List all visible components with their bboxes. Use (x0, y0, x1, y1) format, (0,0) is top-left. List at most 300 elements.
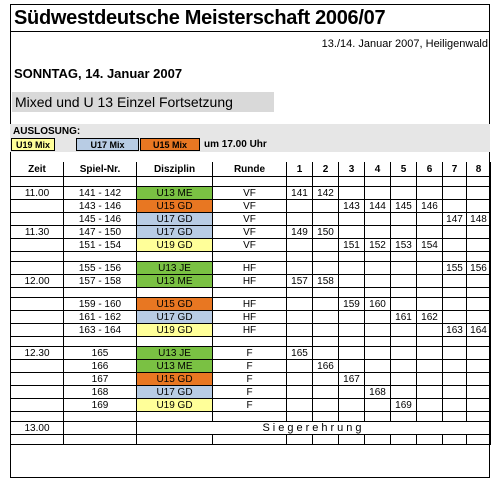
court-cell (365, 311, 391, 324)
court-cell (365, 275, 391, 288)
table-row (11, 422, 491, 435)
court-cell (339, 324, 365, 337)
time-cell (11, 399, 64, 412)
court-cell (339, 347, 365, 360)
court-cell (443, 200, 467, 213)
spacer-cell (467, 337, 491, 347)
court-cell: 143 (339, 200, 365, 213)
spacer-cell (365, 435, 391, 445)
court-cell (467, 187, 491, 200)
court-cell: 150 (313, 226, 339, 239)
court-cell: 144 (365, 200, 391, 213)
column-header: 4 (365, 162, 391, 177)
spacer-cell (467, 177, 491, 187)
court-cell: 164 (467, 324, 491, 337)
court-cell (313, 213, 339, 226)
round-cell: HF (213, 275, 287, 288)
spacer-row (11, 435, 491, 445)
court-cell (443, 386, 467, 399)
column-header: 2 (313, 162, 339, 177)
court-cell (339, 275, 365, 288)
court-cell (287, 213, 313, 226)
spacer-row (11, 177, 491, 187)
court-cell (391, 187, 417, 200)
spacer-cell (417, 435, 443, 445)
court-cell (391, 213, 417, 226)
spacer-cell (313, 288, 339, 298)
day-heading: SONNTAG, 14. Januar 2007 (14, 66, 183, 81)
court-cell: 142 (313, 187, 339, 200)
discipline-cell: U19 GD (137, 324, 213, 337)
match-number-cell: 157 - 158 (64, 275, 137, 288)
spacer-cell (287, 252, 313, 262)
court-cell (339, 360, 365, 373)
column-header: Spiel-Nr. (64, 162, 137, 177)
discipline-cell: U13 JE (137, 347, 213, 360)
court-cell (313, 200, 339, 213)
column-header: 8 (467, 162, 491, 177)
match-number-cell: 167 (64, 373, 137, 386)
discipline-cell: U13 ME (137, 275, 213, 288)
court-cell: 160 (365, 298, 391, 311)
court-cell (365, 399, 391, 412)
spacer-cell (339, 435, 365, 445)
discipline-cell: U15 GD (137, 298, 213, 311)
match-number-cell: 163 - 164 (64, 324, 137, 337)
match-number-cell: 169 (64, 399, 137, 412)
date-location: 13./14. Januar 2007, Heiligenwald (321, 38, 488, 50)
match-number-cell: 151 - 154 (64, 239, 137, 252)
spacer-cell (391, 412, 417, 422)
court-cell (443, 360, 467, 373)
court-cell (313, 386, 339, 399)
spacer-cell (287, 288, 313, 298)
spacer-cell (467, 288, 491, 298)
spacer-cell (417, 412, 443, 422)
court-cell: 149 (287, 226, 313, 239)
court-cell (443, 347, 467, 360)
court-cell (313, 298, 339, 311)
table-row (11, 399, 491, 412)
court-cell (287, 373, 313, 386)
spacer-cell (213, 412, 287, 422)
court-cell: 141 (287, 187, 313, 200)
match-number-cell: 155 - 156 (64, 262, 137, 275)
court-cell (365, 360, 391, 373)
spacer-cell (391, 177, 417, 187)
court-cell: 147 (443, 213, 467, 226)
court-cell (313, 373, 339, 386)
court-cell (467, 226, 491, 239)
page-title: Südwestdeutsche Meisterschaft 2006/07 (10, 4, 490, 32)
spacer-cell (443, 177, 467, 187)
column-header: 6 (417, 162, 443, 177)
match-number-cell (64, 422, 137, 435)
time-cell (11, 239, 64, 252)
court-cell (391, 275, 417, 288)
court-cell (417, 399, 443, 412)
spacer-cell (313, 435, 339, 445)
spacer-cell (64, 337, 137, 347)
time-cell (11, 386, 64, 399)
spacer-cell (11, 435, 64, 445)
court-cell: 152 (365, 239, 391, 252)
court-cell (417, 187, 443, 200)
court-cell (417, 373, 443, 386)
match-number-cell: 168 (64, 386, 137, 399)
table-row (11, 298, 491, 311)
table-row (11, 275, 491, 288)
round-cell: VF (213, 226, 287, 239)
table-row (11, 226, 491, 239)
spacer-cell (11, 412, 64, 422)
discipline-cell: U19 GD (137, 239, 213, 252)
column-header: 5 (391, 162, 417, 177)
legend-u17-mix: U17 Mix (76, 138, 139, 151)
court-cell (287, 311, 313, 324)
time-cell (11, 298, 64, 311)
court-cell (313, 311, 339, 324)
court-cell (365, 213, 391, 226)
column-header: 3 (339, 162, 365, 177)
spacer-cell (443, 252, 467, 262)
spacer-cell (137, 435, 213, 445)
match-number-cell: 141 - 142 (64, 187, 137, 200)
court-cell (313, 324, 339, 337)
court-cell (287, 262, 313, 275)
court-cell (417, 386, 443, 399)
court-cell (467, 347, 491, 360)
table-row (11, 360, 491, 373)
spacer-cell (365, 337, 391, 347)
spacer-cell (391, 252, 417, 262)
court-cell (287, 399, 313, 412)
court-cell (467, 239, 491, 252)
court-cell (443, 373, 467, 386)
court-cell (443, 298, 467, 311)
spacer-cell (64, 412, 137, 422)
court-cell (467, 298, 491, 311)
court-cell (467, 311, 491, 324)
court-cell (287, 324, 313, 337)
court-cell (391, 298, 417, 311)
court-cell (313, 347, 339, 360)
court-cell (339, 262, 365, 275)
court-cell: 154 (417, 239, 443, 252)
table-row (11, 386, 491, 399)
discipline-cell: U15 GD (137, 373, 213, 386)
discipline-cell: U17 GD (137, 226, 213, 239)
table-header-row (11, 162, 491, 177)
spacer-row (11, 412, 491, 422)
round-cell: F (213, 360, 287, 373)
court-cell (467, 386, 491, 399)
match-number-cell: 161 - 162 (64, 311, 137, 324)
court-cell (417, 226, 443, 239)
spacer-cell (11, 337, 64, 347)
round-cell: VF (213, 239, 287, 252)
spacer-cell (213, 337, 287, 347)
round-cell: HF (213, 311, 287, 324)
spacer-cell (391, 288, 417, 298)
round-cell: F (213, 399, 287, 412)
spacer-cell (64, 177, 137, 187)
round-cell: VF (213, 213, 287, 226)
round-cell: VF (213, 187, 287, 200)
match-number-cell: 166 (64, 360, 137, 373)
court-cell (365, 347, 391, 360)
discipline-cell: U17 GD (137, 311, 213, 324)
court-cell (443, 187, 467, 200)
spacer-cell (137, 252, 213, 262)
spacer-cell (417, 252, 443, 262)
time-cell (11, 360, 64, 373)
court-cell (391, 347, 417, 360)
spacer-cell (11, 288, 64, 298)
spacer-cell (365, 177, 391, 187)
court-cell (365, 324, 391, 337)
court-cell: 156 (467, 262, 491, 275)
section-heading: Mixed und U 13 Einzel Fortsetzung (12, 92, 274, 112)
court-cell: 161 (391, 311, 417, 324)
court-cell (443, 226, 467, 239)
court-cell: 168 (365, 386, 391, 399)
round-cell: F (213, 386, 287, 399)
column-header: Disziplin (137, 162, 213, 177)
spacer-cell (443, 288, 467, 298)
court-cell (365, 262, 391, 275)
court-cell (391, 262, 417, 275)
spacer-row (11, 288, 491, 298)
spacer-cell (365, 412, 391, 422)
spacer-cell (137, 177, 213, 187)
court-cell (313, 239, 339, 252)
spacer-cell (339, 412, 365, 422)
legend-u15-mix: U15 Mix (140, 138, 200, 151)
spacer-cell (339, 337, 365, 347)
spacer-cell (213, 177, 287, 187)
table-row (11, 213, 491, 226)
spacer-cell (365, 288, 391, 298)
court-cell: 162 (417, 311, 443, 324)
spacer-cell (443, 337, 467, 347)
spacer-cell (213, 252, 287, 262)
court-cell (467, 399, 491, 412)
spacer-cell (417, 337, 443, 347)
match-number-cell: 143 - 146 (64, 200, 137, 213)
discipline-cell: U13 ME (137, 187, 213, 200)
spacer-cell (287, 177, 313, 187)
draw-label: AUSLOSUNG: (13, 126, 81, 137)
spacer-row (11, 337, 491, 347)
time-cell: 12.30 (11, 347, 64, 360)
discipline-cell: U19 GD (137, 399, 213, 412)
spacer-cell (467, 252, 491, 262)
table-row (11, 347, 491, 360)
table-row (11, 187, 491, 200)
court-cell (313, 399, 339, 412)
spacer-cell (443, 412, 467, 422)
time-cell (11, 200, 64, 213)
court-cell: 153 (391, 239, 417, 252)
time-cell (11, 324, 64, 337)
court-cell: 157 (287, 275, 313, 288)
match-number-cell: 147 - 150 (64, 226, 137, 239)
court-cell (417, 213, 443, 226)
spacer-cell (287, 412, 313, 422)
court-cell (467, 373, 491, 386)
court-cell: 165 (287, 347, 313, 360)
court-cell (339, 399, 365, 412)
round-cell: F (213, 373, 287, 386)
court-cell (365, 373, 391, 386)
time-cell: 11.30 (11, 226, 64, 239)
court-cell (467, 360, 491, 373)
spacer-cell (64, 435, 137, 445)
court-cell (339, 213, 365, 226)
time-cell (11, 373, 64, 386)
court-cell (417, 360, 443, 373)
spacer-cell (339, 288, 365, 298)
spacer-cell (467, 435, 491, 445)
spacer-cell (137, 337, 213, 347)
match-number-cell: 159 - 160 (64, 298, 137, 311)
spacer-cell (417, 288, 443, 298)
spacer-cell (417, 177, 443, 187)
spacer-cell (365, 252, 391, 262)
spacer-cell (467, 412, 491, 422)
court-cell (287, 239, 313, 252)
court-cell: 159 (339, 298, 365, 311)
court-cell: 148 (467, 213, 491, 226)
time-cell: 12.00 (11, 275, 64, 288)
court-cell (443, 399, 467, 412)
table-row (11, 324, 491, 337)
column-header: 1 (287, 162, 313, 177)
court-cell (417, 347, 443, 360)
court-cell (287, 298, 313, 311)
spacer-cell (391, 435, 417, 445)
spacer-cell (339, 177, 365, 187)
spacer-cell (313, 412, 339, 422)
court-cell (287, 360, 313, 373)
spacer-cell (213, 435, 287, 445)
spacer-cell (313, 177, 339, 187)
court-cell (339, 311, 365, 324)
court-cell: 167 (339, 373, 365, 386)
spacer-cell (11, 177, 64, 187)
court-cell (443, 311, 467, 324)
column-header: Zeit (11, 162, 64, 177)
court-cell: 163 (443, 324, 467, 337)
draw-time: um 17.00 Uhr (204, 139, 267, 150)
spacer-cell (213, 288, 287, 298)
court-cell: 146 (417, 200, 443, 213)
schedule-table (10, 162, 491, 445)
match-number-cell: 145 - 146 (64, 213, 137, 226)
spacer-cell (391, 337, 417, 347)
table-row (11, 239, 491, 252)
table-row (11, 200, 491, 213)
spacer-cell (137, 412, 213, 422)
court-cell: 155 (443, 262, 467, 275)
court-cell (313, 262, 339, 275)
court-cell (287, 386, 313, 399)
spacer-row (11, 252, 491, 262)
spacer-cell (339, 252, 365, 262)
discipline-cell: U13 JE (137, 262, 213, 275)
court-cell (391, 386, 417, 399)
court-cell: 158 (313, 275, 339, 288)
spacer-cell (313, 252, 339, 262)
table-row (11, 311, 491, 324)
court-cell (417, 275, 443, 288)
court-cell (391, 226, 417, 239)
court-cell (339, 226, 365, 239)
court-cell (287, 200, 313, 213)
court-cell (417, 324, 443, 337)
court-cell: 166 (313, 360, 339, 373)
court-cell (417, 298, 443, 311)
discipline-cell: U17 GD (137, 386, 213, 399)
time-cell: 13.00 (11, 422, 64, 435)
spacer-cell (64, 252, 137, 262)
spacer-cell (137, 288, 213, 298)
award-ceremony-cell: Siegerehrung (137, 422, 491, 435)
court-cell (391, 324, 417, 337)
court-cell: 169 (391, 399, 417, 412)
spacer-cell (313, 337, 339, 347)
round-cell: HF (213, 262, 287, 275)
discipline-cell: U17 GD (137, 213, 213, 226)
spacer-cell (287, 435, 313, 445)
court-cell (365, 187, 391, 200)
round-cell: HF (213, 324, 287, 337)
spacer-cell (11, 252, 64, 262)
discipline-cell: U13 ME (137, 360, 213, 373)
court-cell (391, 360, 417, 373)
column-header: 7 (443, 162, 467, 177)
time-cell (11, 262, 64, 275)
court-cell: 145 (391, 200, 417, 213)
court-cell (443, 275, 467, 288)
court-cell (443, 239, 467, 252)
match-number-cell: 165 (64, 347, 137, 360)
table-row (11, 373, 491, 386)
time-cell (11, 213, 64, 226)
court-cell (391, 373, 417, 386)
discipline-cell: U15 GD (137, 200, 213, 213)
spacer-cell (287, 337, 313, 347)
table-row (11, 262, 491, 275)
court-cell (467, 200, 491, 213)
court-cell (365, 226, 391, 239)
court-cell (339, 386, 365, 399)
round-cell: F (213, 347, 287, 360)
round-cell: VF (213, 200, 287, 213)
court-cell (417, 262, 443, 275)
court-cell (339, 187, 365, 200)
column-header: Runde (213, 162, 287, 177)
court-cell (467, 275, 491, 288)
legend-u19-mix: U19 Mix (11, 138, 55, 151)
court-cell: 151 (339, 239, 365, 252)
time-cell (11, 311, 64, 324)
time-cell: 11.00 (11, 187, 64, 200)
round-cell: HF (213, 298, 287, 311)
spacer-cell (443, 435, 467, 445)
spacer-cell (64, 288, 137, 298)
